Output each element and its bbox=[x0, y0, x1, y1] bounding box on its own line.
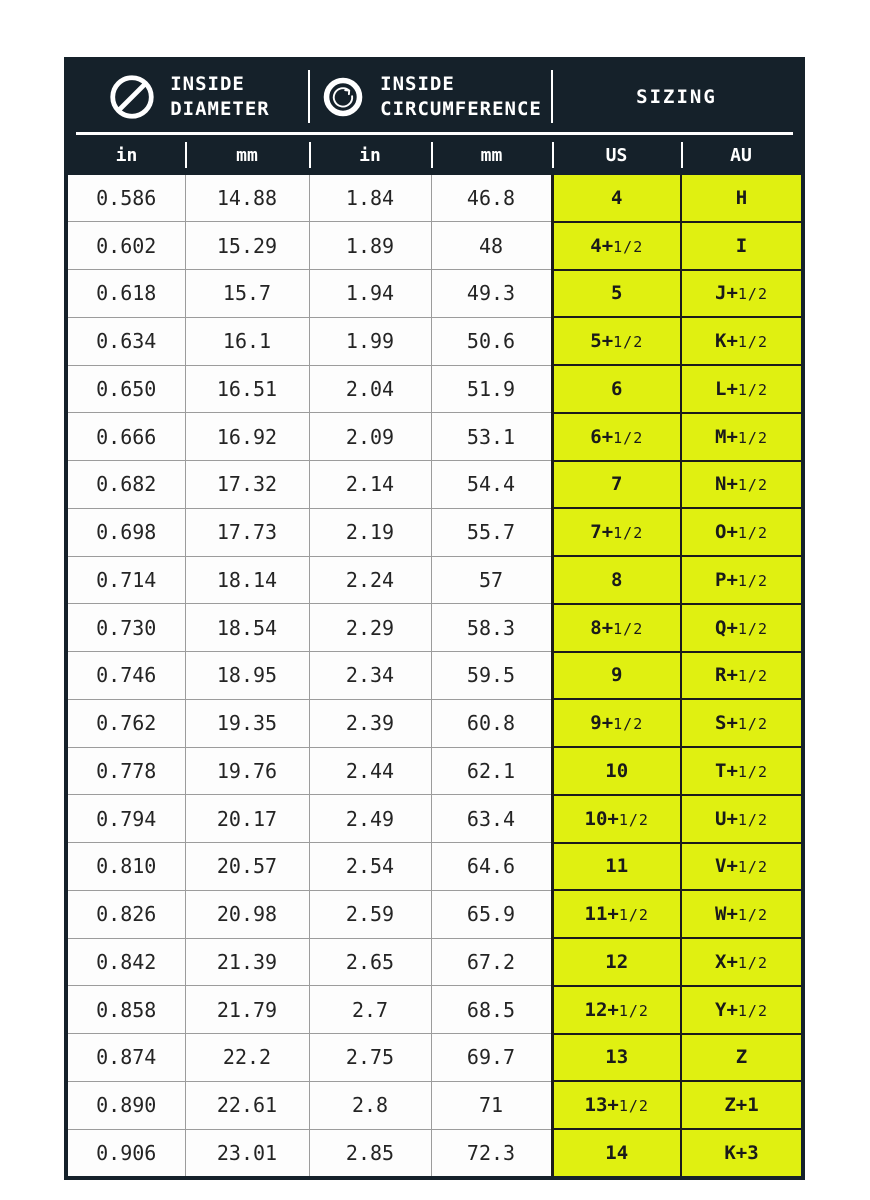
cell-us-size: 6+1/2 bbox=[552, 413, 681, 461]
cell-au-size: I bbox=[681, 222, 801, 270]
cell-circumference-in: 2.8 bbox=[309, 1081, 431, 1129]
cell-circumference-in: 2.29 bbox=[309, 604, 431, 652]
cell-diameter-mm: 19.76 bbox=[185, 747, 309, 795]
cell-diameter-in: 0.746 bbox=[68, 652, 185, 700]
cell-us-size: 5 bbox=[552, 270, 681, 318]
cell-diameter-in: 0.842 bbox=[68, 938, 185, 986]
cell-au-size: N+1/2 bbox=[681, 461, 801, 509]
cell-diameter-in: 0.602 bbox=[68, 222, 185, 270]
cell-us-size: 11+1/2 bbox=[552, 890, 681, 938]
cell-us-size: 13 bbox=[552, 1034, 681, 1082]
cell-circumference-mm: 46.8 bbox=[431, 175, 552, 222]
cell-circumference-mm: 62.1 bbox=[431, 747, 552, 795]
cell-circumference-mm: 58.3 bbox=[431, 604, 552, 652]
cell-us-size: 4+1/2 bbox=[552, 222, 681, 270]
cell-us-size: 9 bbox=[552, 652, 681, 700]
cell-au-size: T+1/2 bbox=[681, 747, 801, 795]
cell-us-size: 7+1/2 bbox=[552, 508, 681, 556]
table-row bbox=[68, 461, 801, 509]
cell-diameter-in: 0.762 bbox=[68, 699, 185, 747]
cell-circumference-in: 2.04 bbox=[309, 365, 431, 413]
cell-circumference-mm: 51.9 bbox=[431, 365, 552, 413]
cell-diameter-mm: 14.88 bbox=[185, 175, 309, 222]
subheader-row bbox=[68, 135, 801, 175]
cell-au-size: Z+1 bbox=[681, 1081, 801, 1129]
table-row bbox=[68, 938, 801, 986]
table-row bbox=[68, 604, 801, 652]
table-row bbox=[68, 1129, 801, 1176]
table-row bbox=[68, 317, 801, 365]
cell-circumference-in: 2.65 bbox=[309, 938, 431, 986]
cell-us-size: 10 bbox=[552, 747, 681, 795]
table-main-header bbox=[68, 61, 801, 132]
cell-circumference-mm: 54.4 bbox=[431, 461, 552, 509]
cell-circumference-in: 2.85 bbox=[309, 1129, 431, 1176]
cell-diameter-in: 0.618 bbox=[68, 270, 185, 318]
cell-diameter-in: 0.906 bbox=[68, 1129, 185, 1176]
table-row bbox=[68, 1034, 801, 1082]
header-label-inside-circumference: INSIDE CIRCUMFERENCE bbox=[380, 73, 542, 120]
cell-diameter-mm: 22.2 bbox=[185, 1034, 309, 1082]
cell-us-size: 9+1/2 bbox=[552, 699, 681, 747]
header-group-inside-diameter bbox=[68, 61, 309, 132]
cell-circumference-mm: 50.6 bbox=[431, 317, 552, 365]
cell-us-size: 8+1/2 bbox=[552, 604, 681, 652]
ring-size-table bbox=[64, 57, 805, 1180]
cell-circumference-mm: 72.3 bbox=[431, 1129, 552, 1176]
cell-diameter-mm: 21.39 bbox=[185, 938, 309, 986]
cell-circumference-mm: 49.3 bbox=[431, 270, 552, 318]
cell-diameter-mm: 16.1 bbox=[185, 317, 309, 365]
cell-diameter-mm: 20.17 bbox=[185, 795, 309, 843]
cell-circumference-mm: 53.1 bbox=[431, 413, 552, 461]
table-row bbox=[68, 986, 801, 1034]
table-row bbox=[68, 843, 801, 891]
cell-au-size: J+1/2 bbox=[681, 270, 801, 318]
table-row bbox=[68, 747, 801, 795]
cell-au-size: U+1/2 bbox=[681, 795, 801, 843]
cell-us-size: 12 bbox=[552, 938, 681, 986]
cell-circumference-in: 2.19 bbox=[309, 508, 431, 556]
column-header-diameter-mm: mm bbox=[185, 135, 309, 175]
cell-circumference-mm: 55.7 bbox=[431, 508, 552, 556]
cell-circumference-mm: 59.5 bbox=[431, 652, 552, 700]
table-row bbox=[68, 556, 801, 604]
cell-circumference-in: 1.94 bbox=[309, 270, 431, 318]
cell-us-size: 6 bbox=[552, 365, 681, 413]
cell-us-size: 4 bbox=[552, 175, 681, 222]
cell-diameter-in: 0.682 bbox=[68, 461, 185, 509]
header-label-sizing: SIZING bbox=[636, 85, 717, 108]
cell-us-size: 12+1/2 bbox=[552, 986, 681, 1034]
column-header-diameter-in: in bbox=[68, 135, 185, 175]
cell-diameter-in: 0.890 bbox=[68, 1081, 185, 1129]
cell-diameter-mm: 18.54 bbox=[185, 604, 309, 652]
column-header-au-size: AU bbox=[681, 135, 801, 175]
cell-circumference-in: 2.7 bbox=[309, 986, 431, 1034]
cell-circumference-in: 2.24 bbox=[309, 556, 431, 604]
cell-au-size: S+1/2 bbox=[681, 699, 801, 747]
cell-circumference-in: 2.39 bbox=[309, 699, 431, 747]
cell-au-size: V+1/2 bbox=[681, 843, 801, 891]
circumference-icon bbox=[319, 73, 367, 121]
cell-circumference-in: 1.84 bbox=[309, 175, 431, 222]
cell-circumference-in: 2.14 bbox=[309, 461, 431, 509]
cell-au-size: P+1/2 bbox=[681, 556, 801, 604]
cell-circumference-mm: 63.4 bbox=[431, 795, 552, 843]
cell-us-size: 10+1/2 bbox=[552, 795, 681, 843]
cell-circumference-mm: 68.5 bbox=[431, 986, 552, 1034]
cell-diameter-mm: 17.73 bbox=[185, 508, 309, 556]
column-header-circumference-mm: mm bbox=[431, 135, 552, 175]
cell-diameter-mm: 18.95 bbox=[185, 652, 309, 700]
cell-us-size: 14 bbox=[552, 1129, 681, 1176]
cell-circumference-in: 2.44 bbox=[309, 747, 431, 795]
size-conversion-table bbox=[68, 135, 801, 1176]
cell-diameter-mm: 19.35 bbox=[185, 699, 309, 747]
cell-diameter-in: 0.794 bbox=[68, 795, 185, 843]
cell-au-size: M+1/2 bbox=[681, 413, 801, 461]
table-row bbox=[68, 699, 801, 747]
table-subheader bbox=[68, 135, 801, 175]
header-label-inside-diameter: INSIDE DIAMETER bbox=[170, 73, 270, 120]
column-header-circumference-in: in bbox=[309, 135, 431, 175]
cell-circumference-mm: 57 bbox=[431, 556, 552, 604]
cell-circumference-mm: 67.2 bbox=[431, 938, 552, 986]
cell-diameter-mm: 20.98 bbox=[185, 890, 309, 938]
cell-au-size: O+1/2 bbox=[681, 508, 801, 556]
cell-au-size: H bbox=[681, 175, 801, 222]
header-group-sizing bbox=[552, 61, 801, 132]
cell-diameter-in: 0.650 bbox=[68, 365, 185, 413]
cell-circumference-in: 1.89 bbox=[309, 222, 431, 270]
cell-diameter-mm: 20.57 bbox=[185, 843, 309, 891]
table-row bbox=[68, 365, 801, 413]
cell-diameter-mm: 22.61 bbox=[185, 1081, 309, 1129]
cell-circumference-in: 1.99 bbox=[309, 317, 431, 365]
cell-au-size: X+1/2 bbox=[681, 938, 801, 986]
cell-au-size: R+1/2 bbox=[681, 652, 801, 700]
cell-us-size: 13+1/2 bbox=[552, 1081, 681, 1129]
table-row bbox=[68, 890, 801, 938]
cell-diameter-in: 0.666 bbox=[68, 413, 185, 461]
table-row bbox=[68, 652, 801, 700]
cell-diameter-in: 0.698 bbox=[68, 508, 185, 556]
cell-circumference-mm: 71 bbox=[431, 1081, 552, 1129]
cell-circumference-in: 2.49 bbox=[309, 795, 431, 843]
cell-diameter-in: 0.826 bbox=[68, 890, 185, 938]
cell-diameter-mm: 21.79 bbox=[185, 986, 309, 1034]
cell-circumference-mm: 69.7 bbox=[431, 1034, 552, 1082]
cell-diameter-mm: 18.14 bbox=[185, 556, 309, 604]
cell-au-size: Y+1/2 bbox=[681, 986, 801, 1034]
cell-circumference-in: 2.54 bbox=[309, 843, 431, 891]
cell-au-size: K+1/2 bbox=[681, 317, 801, 365]
cell-diameter-mm: 16.51 bbox=[185, 365, 309, 413]
table-row bbox=[68, 222, 801, 270]
table-body bbox=[68, 175, 801, 1176]
cell-au-size: Q+1/2 bbox=[681, 604, 801, 652]
cell-us-size: 7 bbox=[552, 461, 681, 509]
cell-circumference-mm: 48 bbox=[431, 222, 552, 270]
cell-diameter-mm: 23.01 bbox=[185, 1129, 309, 1176]
cell-diameter-in: 0.586 bbox=[68, 175, 185, 222]
cell-diameter-in: 0.730 bbox=[68, 604, 185, 652]
table-row bbox=[68, 795, 801, 843]
cell-diameter-in: 0.810 bbox=[68, 843, 185, 891]
cell-circumference-mm: 65.9 bbox=[431, 890, 552, 938]
cell-diameter-mm: 17.32 bbox=[185, 461, 309, 509]
cell-diameter-in: 0.714 bbox=[68, 556, 185, 604]
cell-circumference-in: 2.09 bbox=[309, 413, 431, 461]
table-row bbox=[68, 270, 801, 318]
header-group-inside-circumference bbox=[309, 61, 552, 132]
cell-circumference-mm: 60.8 bbox=[431, 699, 552, 747]
column-header-us-size: US bbox=[552, 135, 681, 175]
cell-diameter-in: 0.634 bbox=[68, 317, 185, 365]
table-row bbox=[68, 508, 801, 556]
table-row bbox=[68, 1081, 801, 1129]
cell-diameter-mm: 16.92 bbox=[185, 413, 309, 461]
cell-us-size: 11 bbox=[552, 843, 681, 891]
cell-circumference-in: 2.59 bbox=[309, 890, 431, 938]
cell-circumference-in: 2.75 bbox=[309, 1034, 431, 1082]
cell-au-size: K+3 bbox=[681, 1129, 801, 1176]
cell-au-size: Z bbox=[681, 1034, 801, 1082]
cell-us-size: 5+1/2 bbox=[552, 317, 681, 365]
cell-circumference-in: 2.34 bbox=[309, 652, 431, 700]
cell-circumference-mm: 64.6 bbox=[431, 843, 552, 891]
table-row bbox=[68, 175, 801, 222]
cell-au-size: L+1/2 bbox=[681, 365, 801, 413]
cell-diameter-mm: 15.7 bbox=[185, 270, 309, 318]
diameter-icon bbox=[107, 72, 157, 122]
cell-diameter-in: 0.874 bbox=[68, 1034, 185, 1082]
cell-us-size: 8 bbox=[552, 556, 681, 604]
cell-diameter-in: 0.778 bbox=[68, 747, 185, 795]
cell-diameter-mm: 15.29 bbox=[185, 222, 309, 270]
table-row bbox=[68, 413, 801, 461]
cell-au-size: W+1/2 bbox=[681, 890, 801, 938]
cell-diameter-in: 0.858 bbox=[68, 986, 185, 1034]
